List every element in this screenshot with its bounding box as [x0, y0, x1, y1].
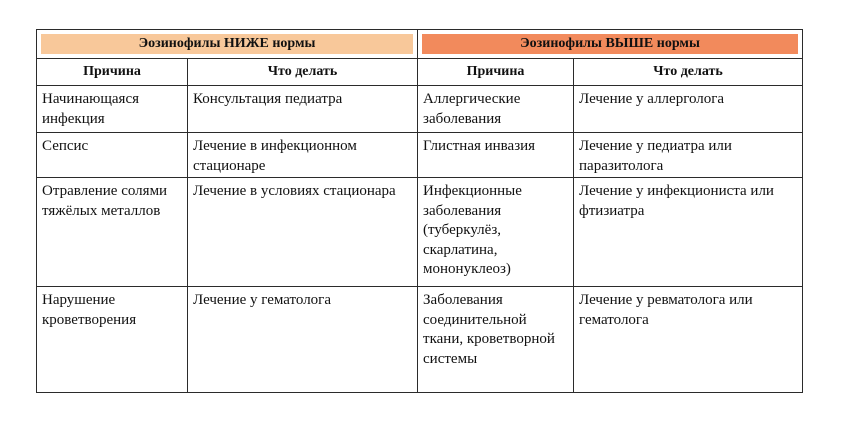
low-cause-text: Сепсис — [42, 138, 89, 154]
high-cause-text: Аллергические заболевания — [423, 91, 521, 127]
high-action-text: Лечение у ревматолога или гематолога — [579, 292, 753, 328]
high-action-text: Лечение у инфекциониста или фтизиатра — [579, 183, 774, 219]
high-action-cell — [574, 86, 803, 133]
low-cause-cell — [37, 86, 188, 133]
table-row — [37, 287, 803, 393]
low-cause-cell — [37, 178, 188, 287]
high-cause-cell — [418, 86, 574, 133]
low-action-cell — [188, 86, 418, 133]
table-row — [37, 178, 803, 287]
low-action-cell — [188, 133, 418, 178]
low-cause-cell — [37, 133, 188, 178]
low-action-cell — [188, 287, 418, 393]
group-low-cell — [37, 30, 418, 59]
table-row — [37, 133, 803, 178]
group-low-title: Эозинофилы НИЖЕ нормы — [41, 34, 413, 54]
low-action-text: Лечение у гематолога — [193, 292, 331, 308]
header-high-action: Что делать — [574, 59, 803, 86]
header-low-cause: Причина — [37, 59, 188, 86]
high-cause-text: Заболевания соединительной ткани, кроветворной системы — [423, 292, 555, 367]
high-action-cell — [574, 133, 803, 178]
column-header-row — [37, 59, 803, 86]
group-high-cell — [418, 30, 803, 59]
low-action-text: Консультация педиатра — [193, 91, 343, 107]
header-low-action: Что делать — [188, 59, 418, 86]
group-high-title: Эозинофилы ВЫШЕ нормы — [422, 34, 798, 54]
low-action-text: Лечение в инфекционном стационаре — [193, 138, 357, 174]
low-cause-cell — [37, 287, 188, 393]
high-cause-cell — [418, 133, 574, 178]
header-high-cause: Причина — [418, 59, 574, 86]
high-cause-text: Инфекционные заболевания (туберкулёз, скарлатина, мононуклеоз) — [423, 183, 522, 277]
low-cause-text: Нарушение кроветворения — [42, 292, 137, 328]
low-cause-text: Отравление солями тяжёлых металлов — [42, 183, 168, 219]
low-action-text: Лечение в условиях стационара — [193, 183, 396, 199]
high-cause-cell — [418, 178, 574, 287]
eosinophils-table — [36, 29, 803, 393]
high-action-text: Лечение у аллерголога — [579, 91, 725, 107]
high-action-cell — [574, 178, 803, 287]
high-cause-cell — [418, 287, 574, 393]
high-action-cell — [574, 287, 803, 393]
low-action-cell — [188, 178, 418, 287]
low-cause-text: Начинающаяся инфекция — [42, 91, 140, 127]
group-header-row — [37, 30, 803, 59]
high-cause-text: Глистная инвазия — [423, 138, 536, 154]
high-action-text: Лечение у педиатра или паразитолога — [579, 138, 732, 174]
table-row — [37, 86, 803, 133]
